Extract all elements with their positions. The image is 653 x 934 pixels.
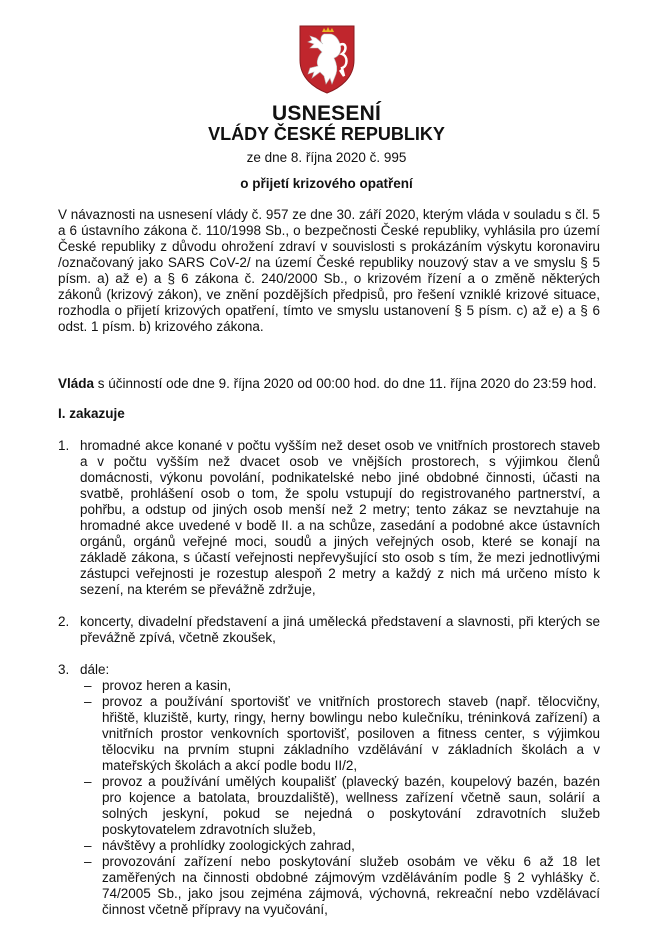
sub-list-item <box>80 694 600 774</box>
sub-list-item <box>80 838 600 854</box>
document-title: USNESENÍ <box>272 102 381 125</box>
list-item <box>58 662 600 918</box>
intro-paragraph: V návaznosti na usnesení vlády č. 957 ze dne 30. září 2020, kterým vláda v souladu s čl. 5 a 6 ústavního zákona č. 110/1998 Sb., o bezpečnosti České republiky, vyhlásila pro území České republiky z důvodu ohrožení zdraví v souvislosti s prokázáním výskytu koronaviru /označovaný jako SARS CoV-2/ na území České republiky nouzový stav a ve smyslu § 5 písm. a) až e) a § 6 zákona č. 240/2000 Sb., o krizovém řízení a o změně některých zákonů (krizový zákon), ve znění pozdějších předpisů, pro řešení vzniklé krizové situace, rozhodla o přijetí krizových opatření, tímto ve smyslu ustanovení § 5 písm. c) až e) a § 6 odst. 1 písm. b) krizového zákona. <box>58 207 600 334</box>
sub-list-item <box>80 774 600 838</box>
resolution-date: ze dne 8. října 2020 č. 995 <box>246 150 407 165</box>
document-subtitle: VLÁDY ČESKÉ REPUBLIKY <box>208 124 445 144</box>
item-text: koncerty, divadelní představení a jiná umělecká představení a slavnosti, při kterých se převážně zpívá, včetně zkoušek, <box>80 614 600 645</box>
sub-list <box>80 678 600 918</box>
effect-bold: Vláda <box>58 376 95 391</box>
dash-bullet-icon: – <box>84 854 92 869</box>
sub-list-item <box>80 854 600 918</box>
resolution-subject: o přijetí krizového opatření <box>240 176 413 191</box>
section-heading: I. zakazuje <box>58 406 125 421</box>
sub-item-text: provoz a používání umělých koupališť (plavecký bazén, koupelový bazén, bazén pro kojence a batolata, brouzdaliště), wellness zařízení včetně saun, solárií a solných jeskyní, pokud se nejedná o poskytování zdravotních služeb poskytovatelem zdravotních služeb, <box>102 774 600 837</box>
item-text: hromadné akce konané v počtu vyšším než deset osob ve vnitřních prostorech staveb a v počtu vyšším než dvacet osob ve vnějších prostorech, s výjimkou členů domácnosti, výkonu povolání, podnikatelské nebo jiné obdobné činnosti, účasti na svatbě, prohlášení osob o tom, že spolu vstupují do registrovaného partnerství, a pohřbu, a odstup od jiných osob menší než 2 metry; tento zákaz se nevztahuje na hromadné akce uvedené v bodě II. a na schůze, zasedání a podobné akce ústavních orgánů, orgánů veřejné moci, soudů a jiných veřejných osob, které se konají na základě zákona, s účastí veřejnosti nepřevyšující sto osob s tím, že mezi jednotlivými zástupci veřejnosti je rozestup alespoň 2 metry a každý z nich má určeno místo k sezení, na kterém se převážně zdržuje, <box>80 438 600 597</box>
dash-bullet-icon: – <box>84 678 92 693</box>
dash-bullet-icon: – <box>84 694 92 709</box>
item-text: dále: <box>80 662 110 677</box>
sub-item-text: provoz heren a kasin, <box>102 678 232 693</box>
item-number: 1. <box>58 438 70 453</box>
prohibition-list <box>58 438 600 934</box>
item-number: 2. <box>58 614 70 629</box>
dash-bullet-icon: – <box>84 838 92 853</box>
sub-item-text: provozování zařízení nebo poskytování služeb osobám ve věku 6 až 18 let zaměřených na činnosti obdobné zájmovým vzděláváním podle § 2 vyhlášky č. 74/2005 Sb., jako jsou zejména zájmová, výchovná, rekreační nebo vzdělávací činnost včetně přípravy na vyučování, <box>102 854 600 917</box>
dash-bullet-icon: – <box>84 774 92 789</box>
list-item <box>58 614 600 646</box>
sub-item-text: provoz a používání sportovišť ve vnitřních prostorech staveb (např. tělocvičny, hřiště, kluziště, kurty, ringy, herny bowlingu nebo kulečníku, tréninková zařízení) a vnitřních prostor venkovních sportovišť, posiloven a fitness center, s výjimkou tělocviku na prvním stupni základního vzdělávání v základních školách a v mateřských školách a akcí podle bodu II/2, <box>102 694 600 773</box>
sub-item-text: návštěvy a prohlídky zoologických zahrad, <box>102 838 355 853</box>
sub-list-item <box>80 678 600 694</box>
list-item <box>58 438 600 598</box>
effect-paragraph <box>58 376 618 391</box>
effect-text: s účinností ode dne 9. října 2020 od 00:00 hod. do dne 11. října 2020 do 23:59 hod. <box>94 376 597 391</box>
item-number: 3. <box>58 662 70 677</box>
czech-coat-of-arms-icon <box>298 22 356 94</box>
